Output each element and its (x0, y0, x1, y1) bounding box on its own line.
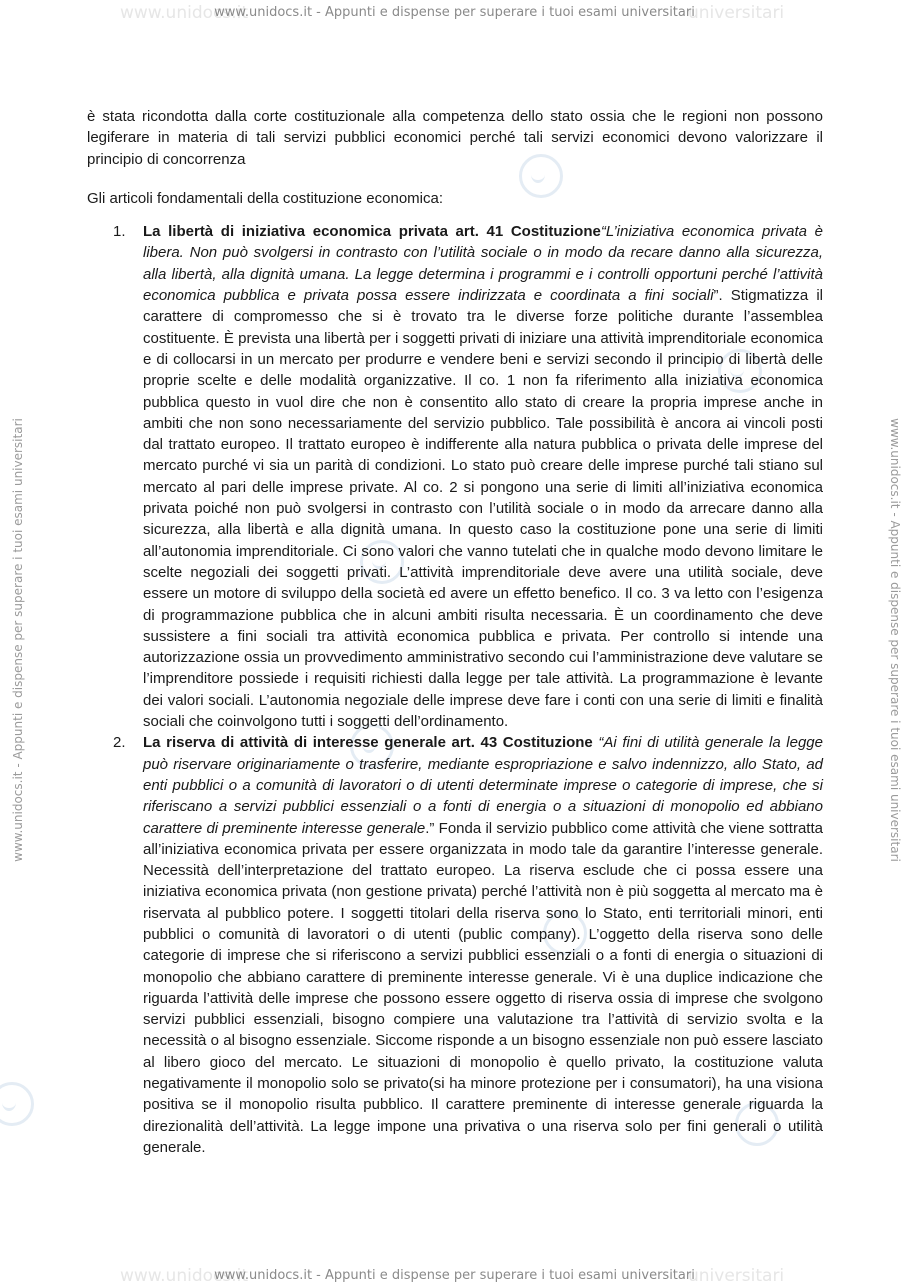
watermark-faint-site-footer: www.unidocs.it (120, 1266, 249, 1286)
watermark-faint-tail: universitari (688, 3, 785, 23)
watermark-faint-tail-footer: universitari (688, 1266, 785, 1286)
watermark-faint-site: www.unidocs.it (120, 3, 249, 23)
list-item (87, 732, 823, 1158)
list-item-number: 1. (113, 223, 126, 241)
watermark-side-left: www.unidocs.it - Appunti e dispense per superare i tuoi esami universitari (11, 418, 25, 862)
article-commentary: .” Fonda il servizio pubblico come attività che viene sottratta all’iniziativa economica privata per essere organizzata in modo tale da garantire l’interesse generale. Necessità dell’interpretazione del trattato europeo. La riserva esclude che ci possa essere una iniziativa economica privata (non gestione privata) perché l’attività non è più soggetta al mercato ma è riservata al pubblico potere. I soggetti titolari della riserva sono lo Stato, enti territoriali minori, enti pubblici o comunità di lavoratori o di utenti (public company). L’oggetto della riserva sono delle categorie di imprese che si riferiscono a servizi pubblici essenziali o a fonti di energia o situazioni di monopolio che abbiano carattere di preminente interesse generale. Vi è una duplice indicazione che riguarda l’attività delle imprese che possono essere oggetto di riserva ossia di imprese che svolgono servizi pubblici essenziali, bisogno compiere una valutazione tra l’attività di servizio svolta e la necessità o al bisogno essenziale. Siccome risponde a un bisogno essenziale non può essere lasciato al libero gioco del mercato. Le situazioni di monopolio è quello privato, la costituzione valuta negativamente il monopolio solo se privato(si ha minore protezione per i consumatori), ha una visiona positiva se il monopolio risulta pubblico. Il carattere preminente di interesse generale riguarda la direzionalità dell’attività. La legge impone una privativa o una riserva solo per fini generali o utilità generale. (143, 819, 823, 1156)
intro-paragraph: è stata ricondotta dalla corte costituzionale alla competenza dello stato ossia che le regioni non possono legiferare in materia di tali servizi pubblici economici perché tali servizi economici devono valorizzare il principio di concorrenza (87, 108, 823, 168)
article-quote: “Ai fini di utilità generale la legge può riservare originariamente o trasferire, mediante espropriazione e salvo indennizzo, allo Stato, ad enti pubblici o a comunità di lavoratori o di utenti determinate imprese o categorie di imprese, che si riferiscano a servizi pubblici essenziali o a fonti di energia o a situazioni di monopolio ed abbiano carattere di preminente interesse generale (143, 734, 823, 837)
watermark-footer: www.unidocs.it - Appunti e dispense per superare i tuoi esami universitari (214, 1268, 695, 1283)
list-item-number: 2. (113, 734, 126, 752)
article-title: La riserva di attività di interesse generale art. 43 Costituzione (143, 734, 593, 752)
watermark-side-right: www.unidocs.it - Appunti e dispense per superare i tuoi esami universitari (888, 418, 902, 862)
article-quote: “L’iniziativa economica privata è libera. Non può svolgersi in contrasto con l’utilità sociale o in modo da recare danno alla sicurezza, alla libertà, alla dignità umana. La legge determina i programmi e i controlli opportuni perché l’attività economica pubblica e privata possa essere indirizzata e coordinata a fini sociali (143, 223, 823, 305)
section-heading: Gli articoli fondamentali della costituzione economica: (87, 189, 444, 207)
document-body (87, 106, 823, 1158)
watermark-header: www.unidocs.it - Appunti e dispense per superare i tuoi esami universitari (214, 5, 695, 20)
articles-list (87, 221, 823, 1158)
list-item (87, 221, 823, 732)
article-title: La libertà di iniziativa economica privata art. 41 Costituzione (143, 223, 601, 241)
unidocs-logo-icon (0, 1082, 34, 1126)
article-commentary: ”. Stigmatizza il carattere di compromesso che si è trovato tra le diverse forze politiche durante l’assemblea costituente. È prevista una libertà per i soggetti privati di iniziare una attività imprenditoriale economica e di collocarsi in un mercato per produrre e vendere beni e servizi secondo il principio di libertà delle proprie scelte e delle modalità organizzative. Il co. 1 non fa riferimento alla iniziativa economica pubblica questo in vuol dire che non è consentito allo stato di creare la propria imprese anche in ambiti che non sono necessariamente del servizio pubblico. Tale possibilità è ancora ai vincoli posti dal trattato europeo. Il trattato europeo è indifferente alla natura pubblica o privata delle imprese del mercato purché vi sia un parità di condizioni. Lo stato può creare delle imprese purché tali stiano sul mercato al pari delle imprese private. Al co. 2 si pongono una serie di limiti all’iniziativa economica privata poiché non può svolgersi in contrasto con l’utilità sociale o in modo da arrecare danno alla sicurezza, alla libertà e alla dignità umana. In questo caso la costituzione pone una serie di limiti all’autonomia imprenditoriale. Ci sono valori che vanno tutelati che in qualche modo devono limitare le scelte negoziali dei soggetti privati. L’attività imprenditoriale deve avere una utilità sociale, deve essere un motore di sviluppo della società ed avere un effetto benefico. Il co. 3 va letto con l’esigenza di programmazione pubblica che in alcuni ambiti risulta necessaria. È un coordinamento che deve sussistere a fini sociali tra attività economica pubblica e privata. Per controllo si intende una autorizzazione ossia un provvedimento amministrativo secondo cui l’amministrazione deve valutare se l’imprenditore possiede i requisiti richiesti dalla legge per tale attività. La programmazione è levante dei valori sociali. L’autonomia negoziale delle imprese deve fare i conti con una serie di limiti e finalità sociali che coinvolgono tutti i soggetti dell’ordinamento. (143, 287, 823, 731)
